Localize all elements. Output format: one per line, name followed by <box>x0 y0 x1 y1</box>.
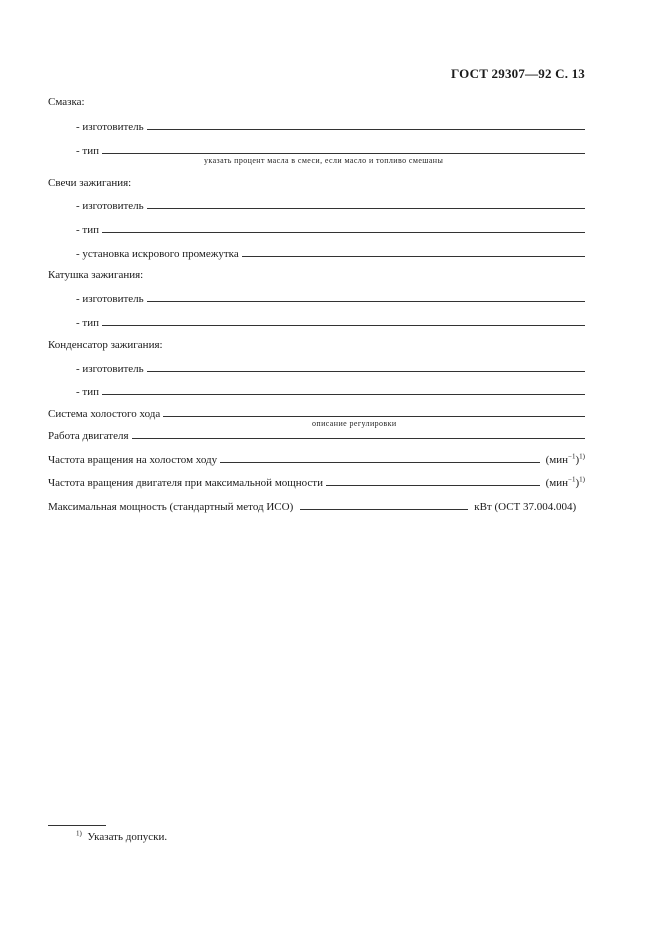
ignition-coil-type-label: - тип <box>76 317 99 329</box>
idle-system-label: Система холостого хода <box>48 408 161 420</box>
lubricant-type-row <box>76 141 585 157</box>
document-header: ГОСТ 29307—92 С. 13 <box>451 66 585 81</box>
idle-system-field[interactable] <box>163 416 585 417</box>
idle-speed-label: Частота вращения на холостом ходу <box>48 454 218 466</box>
footnote-mark: 1) <box>76 829 82 838</box>
lubricant-manufacturer-field[interactable] <box>147 129 585 130</box>
condenser-manufacturer-row <box>76 359 585 375</box>
max-power-speed-field[interactable] <box>326 485 540 486</box>
idle-speed-unit: $(мин^{-1})^{1)}$ <box>545 452 585 466</box>
spark-plugs-manufacturer-label: - изготовитель <box>76 200 144 212</box>
max-power-speed-label: Частота вращения двигателя при максимальной мощности <box>48 477 323 489</box>
lubricant-type-label: - тип <box>76 145 99 157</box>
engine-operation-label: Работа двигателя <box>48 430 129 442</box>
max-power-label: Максимальная мощность (стандартный метод ИСО) <box>48 501 294 513</box>
ignition-coil-manufacturer-label: - изготовитель <box>76 293 144 305</box>
max-power-row <box>48 497 585 513</box>
ignition-coil-manufacturer-row <box>76 289 585 305</box>
ignition-coil-type-field[interactable] <box>102 325 585 326</box>
lubricant-hint: указать процент масла в смеси, если масло и топливо смешаны <box>204 156 444 165</box>
condenser-type-label: - тип <box>76 386 99 398</box>
max-power-unit: кВт (ОСТ 37.004.004) <box>474 501 577 513</box>
spark-plugs-gap-field[interactable] <box>242 256 585 257</box>
spark-plugs-type-label: - тип <box>76 224 99 236</box>
condenser-type-field[interactable] <box>102 394 585 395</box>
footnote-text: Указать допуски. <box>87 831 168 843</box>
ignition-coil-heading: Катушка зажигания: <box>48 269 144 281</box>
ignition-coil-type-row <box>76 313 585 329</box>
spark-plugs-manufacturer-row <box>76 196 585 212</box>
spark-plugs-gap-row <box>76 244 585 260</box>
max-power-speed-row <box>48 473 585 489</box>
spark-plugs-heading: Свечи зажигания: <box>48 177 132 189</box>
lubricant-heading: Смазка: <box>48 96 85 108</box>
spark-plugs-gap-label: - установка искрового промежутка <box>76 248 239 260</box>
max-power-speed-unit: $(мин^{-1})^{1)}$ <box>545 475 585 489</box>
spark-plugs-manufacturer-field[interactable] <box>147 208 585 209</box>
footnote-divider <box>48 825 106 826</box>
max-power-field[interactable] <box>300 509 468 510</box>
spark-plugs-type-field[interactable] <box>102 232 585 233</box>
condenser-manufacturer-label: - изготовитель <box>76 363 144 375</box>
idle-system-hint: описание регулировки <box>312 419 397 428</box>
footnote <box>76 831 167 843</box>
ignition-coil-manufacturer-field[interactable] <box>147 301 585 302</box>
max-power-speed-footnote-ref: 1) <box>579 475 585 484</box>
condenser-heading: Конденсатор зажигания: <box>48 339 163 351</box>
engine-operation-field[interactable] <box>132 438 585 439</box>
condenser-type-row <box>76 382 585 398</box>
idle-speed-row <box>48 450 585 466</box>
idle-speed-field[interactable] <box>220 462 539 463</box>
condenser-manufacturer-field[interactable] <box>147 371 585 372</box>
lubricant-type-field[interactable] <box>102 153 585 154</box>
lubricant-manufacturer-label: - изготовитель <box>76 121 144 133</box>
idle-speed-footnote-ref: 1) <box>579 452 585 461</box>
spark-plugs-type-row <box>76 220 585 236</box>
engine-operation-row <box>48 426 585 442</box>
lubricant-manufacturer-row <box>76 117 585 133</box>
idle-system-row <box>48 404 585 420</box>
